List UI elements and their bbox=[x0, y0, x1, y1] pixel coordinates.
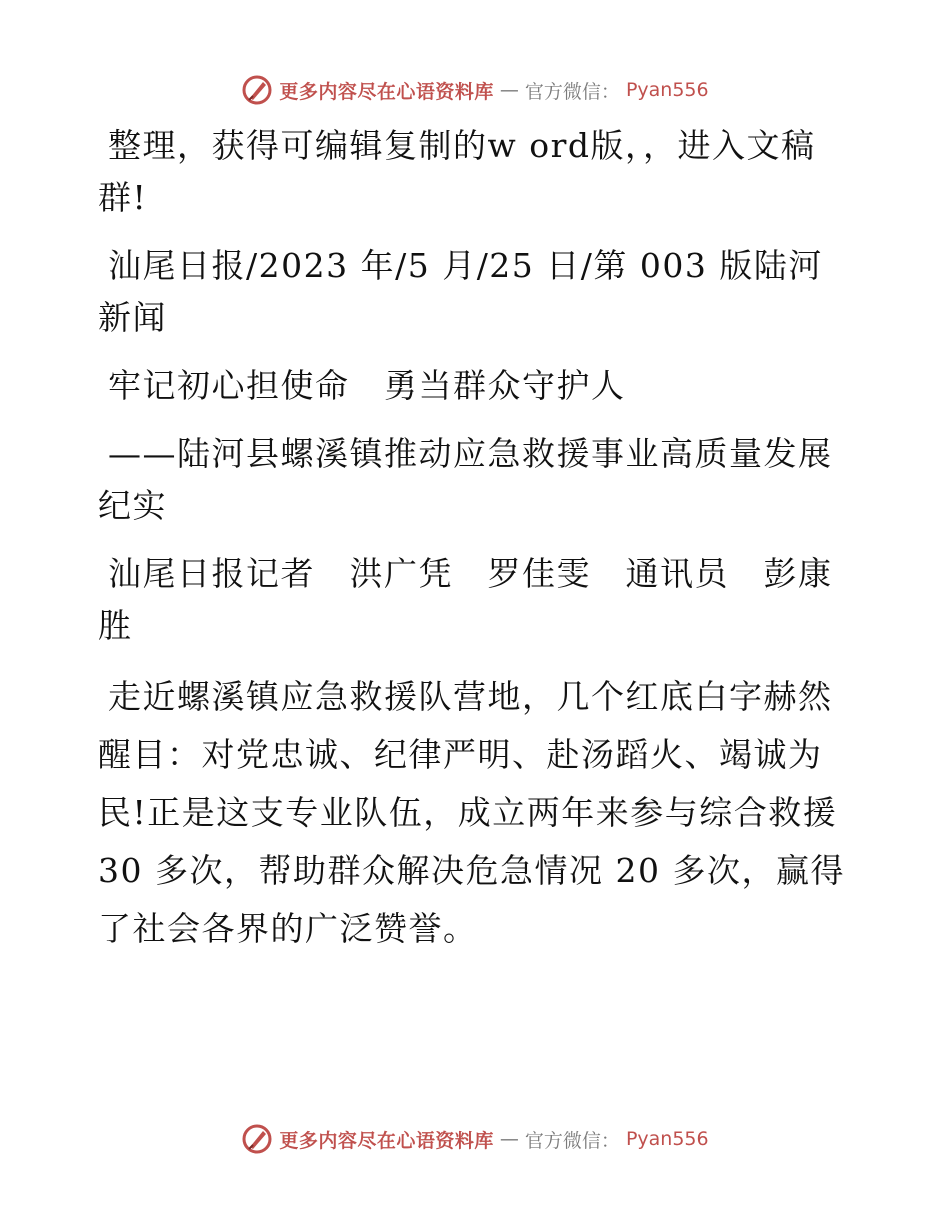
banner-dash: — bbox=[499, 1128, 519, 1150]
body-paragraph: 走近螺溪镇应急救援队营地，几个红底白字赫然醒目：对党忠诚、纪律严明、赴汤蹈火、竭诚为民!正是这支专业队伍，成立两年来参与综合救援30 多次，帮助群众解决危急情况 20 多次，赢得了社会各界的广泛赞誉。 bbox=[98, 677, 845, 948]
intro-paragraph: 整理，获得可编辑复制的w ord版，，进入文稿群! bbox=[98, 126, 816, 217]
quill-pen-logo-icon bbox=[241, 1123, 273, 1155]
byline: 汕尾日报记者 洪广凭 罗佳雯 通讯员 彭康胜 bbox=[98, 554, 833, 645]
banner-wechat-id: Pyan556 bbox=[625, 1128, 709, 1150]
banner-site-name: 更多内容尽在心语资料库 bbox=[279, 80, 494, 103]
header-watermark-banner bbox=[0, 70, 950, 110]
banner-wechat-label: 官方微信： bbox=[524, 1129, 620, 1152]
banner-dash: — bbox=[499, 79, 519, 101]
banner-wechat-label: 官方微信： bbox=[524, 80, 620, 103]
footer-watermark-banner bbox=[0, 1119, 950, 1159]
document-body bbox=[98, 120, 848, 974]
quill-pen-logo-icon bbox=[241, 74, 273, 106]
banner-site-name: 更多内容尽在心语资料库 bbox=[279, 1129, 494, 1152]
source-line: 汕尾日报/2023 年/5 月/25 日/第 003 版陆河新闻 bbox=[98, 246, 823, 337]
article-subtitle: ——陆河县螺溪镇推动应急救援事业高质量发展纪实 bbox=[98, 434, 833, 525]
article-title: 牢记初心担使命 勇当群众守护人 bbox=[108, 366, 626, 405]
banner-wechat-id: Pyan556 bbox=[625, 79, 709, 101]
